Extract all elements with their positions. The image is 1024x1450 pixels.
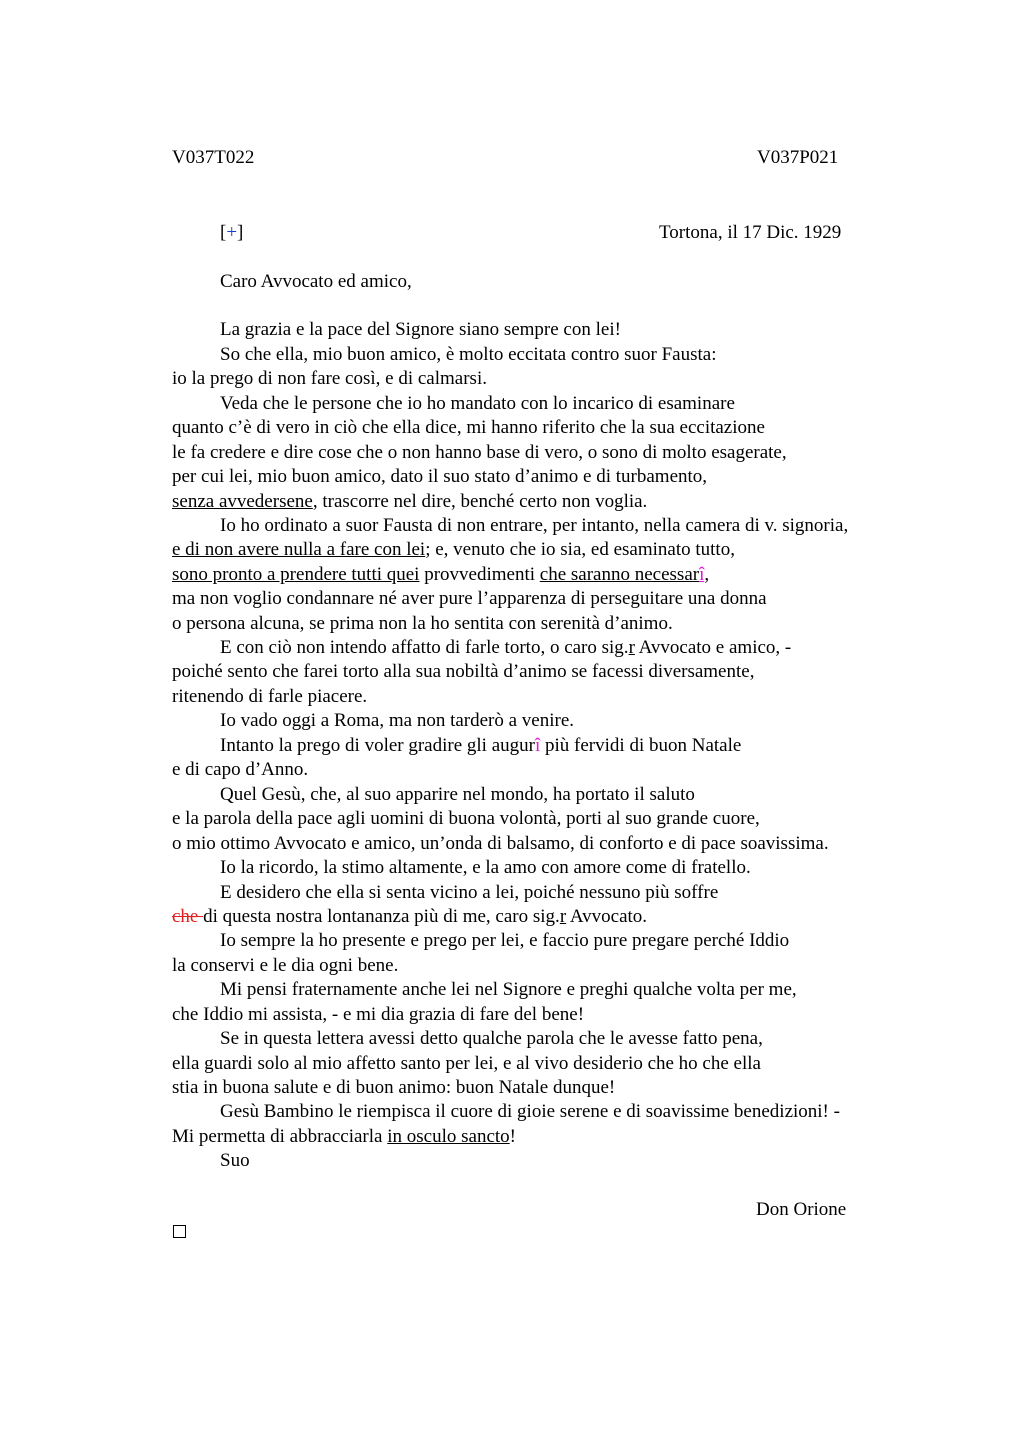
body-line: E desidero che ella si senta vicino a lei, poiché nessuno più soffre (220, 882, 719, 903)
body-line: E con ciò non intendo affatto di farle torto, o caro sig.r Avvocato e amico, - (220, 637, 792, 658)
end-checkbox-icon[interactable] (173, 1225, 186, 1238)
doc-code-left: V037T022 (172, 147, 255, 168)
body-line: Intanto la prego di voler gradire gli augurî più fervidi di buon Natale (220, 735, 742, 756)
body-line: Se in questa lettera avessi detto qualche parola che le avesse fatto pena, (220, 1028, 763, 1049)
plus-icon[interactable]: + (226, 222, 238, 243)
body-line: Gesù Bambino le riempisca il cuore di gioie serene e di soavissime benedizioni! - (220, 1101, 840, 1122)
body-line: che Iddio mi assista, - e mi dia grazia di fare del bene! (172, 1004, 585, 1025)
doc-code-right: V037P021 (757, 147, 839, 168)
body-line: che di questa nostra lontananza più di me, caro sig.r Avvocato. (172, 906, 648, 927)
body-line: Io vado oggi a Roma, ma non tarderò a venire. (220, 710, 575, 731)
body-line: la conservi e le dia ogni bene. (172, 955, 399, 976)
salutation: Caro Avvocato ed amico, (220, 271, 412, 292)
body-line: e di capo d’Anno. (172, 759, 309, 780)
signature: Don Orione (756, 1199, 847, 1220)
body-line: So che ella, mio buon amico, è molto eccitata contro suor Fausta: (220, 344, 717, 365)
body-line: Io la ricordo, la stimo altamente, e la amo con amore come di fratello. (220, 857, 751, 878)
body-line: quanto c’è di vero in ciò che ella dice, mi hanno riferito che la sua eccitazione (172, 417, 765, 438)
body-line: io la prego di non fare così, e di calmarsi. (172, 368, 487, 389)
body-line: poiché sento che farei torto alla sua nobiltà d’animo se facessi diversamente, (172, 661, 755, 682)
body-line: o mio ottimo Avvocato e amico, un’onda di balsamo, di conforto e di pace soavissima. (172, 833, 829, 854)
body-line: Io sempre la ho presente e prego per lei, e faccio pure pregare perché Iddio (220, 930, 790, 951)
body-line: Veda che le persone che io ho mandato con lo incarico di esaminare (220, 393, 735, 414)
body-line: e la parola della pace agli uomini di buona volontà, porti al suo grande cuore, (172, 808, 760, 829)
accent-i: î (699, 564, 705, 585)
body-line: e di non avere nulla a fare con lei; e, venuto che io sia, ed esaminato tutto, (172, 539, 735, 560)
body-line: ella guardi solo al mio affetto santo per lei, e al vivo desiderio che ho che ella (172, 1053, 761, 1074)
place-date: Tortona, il 17 Dic. 1929 (659, 222, 842, 243)
body-line: Quel Gesù, che, al suo apparire nel mondo, ha portato il saluto (220, 784, 695, 805)
plus-marker: [+] (220, 222, 244, 243)
body-line: o persona alcuna, se prima non la ho sentita con serenità d’animo. (172, 613, 673, 634)
body-line: Mi permetta di abbracciarla in osculo sancto! (172, 1126, 516, 1147)
accent-i: î (534, 735, 541, 756)
body-line: sono pronto a prendere tutti quei provvedimenti che saranno necessarî, (172, 564, 710, 585)
body-line: Io ho ordinato a suor Fausta di non entrare, per intanto, nella camera di v. signoria, (220, 515, 849, 536)
body-line: ma non voglio condannare né aver pure l’apparenza di perseguitare una donna (172, 588, 767, 609)
closing-word: Suo (220, 1150, 250, 1171)
body-line: stia in buona salute e di buon animo: buon Natale dunque! (172, 1077, 616, 1098)
body-line: ritenendo di farle piacere. (172, 686, 368, 707)
body-line: La grazia e la pace del Signore siano sempre con lei! (220, 319, 621, 340)
deleted-word: che (172, 906, 204, 927)
body-line: senza avvedersene, trascorre nel dire, benché certo non voglia. (172, 491, 648, 512)
body-line: per cui lei, mio buon amico, dato il suo stato d’animo e di turbamento, (172, 466, 708, 487)
body-line: le fa credere e dire cose che o non hanno base di vero, o sono di molto esagerate, (172, 442, 787, 463)
body-line: Mi pensi fraternamente anche lei nel Signore e preghi qualche volta per me, (220, 979, 797, 1000)
